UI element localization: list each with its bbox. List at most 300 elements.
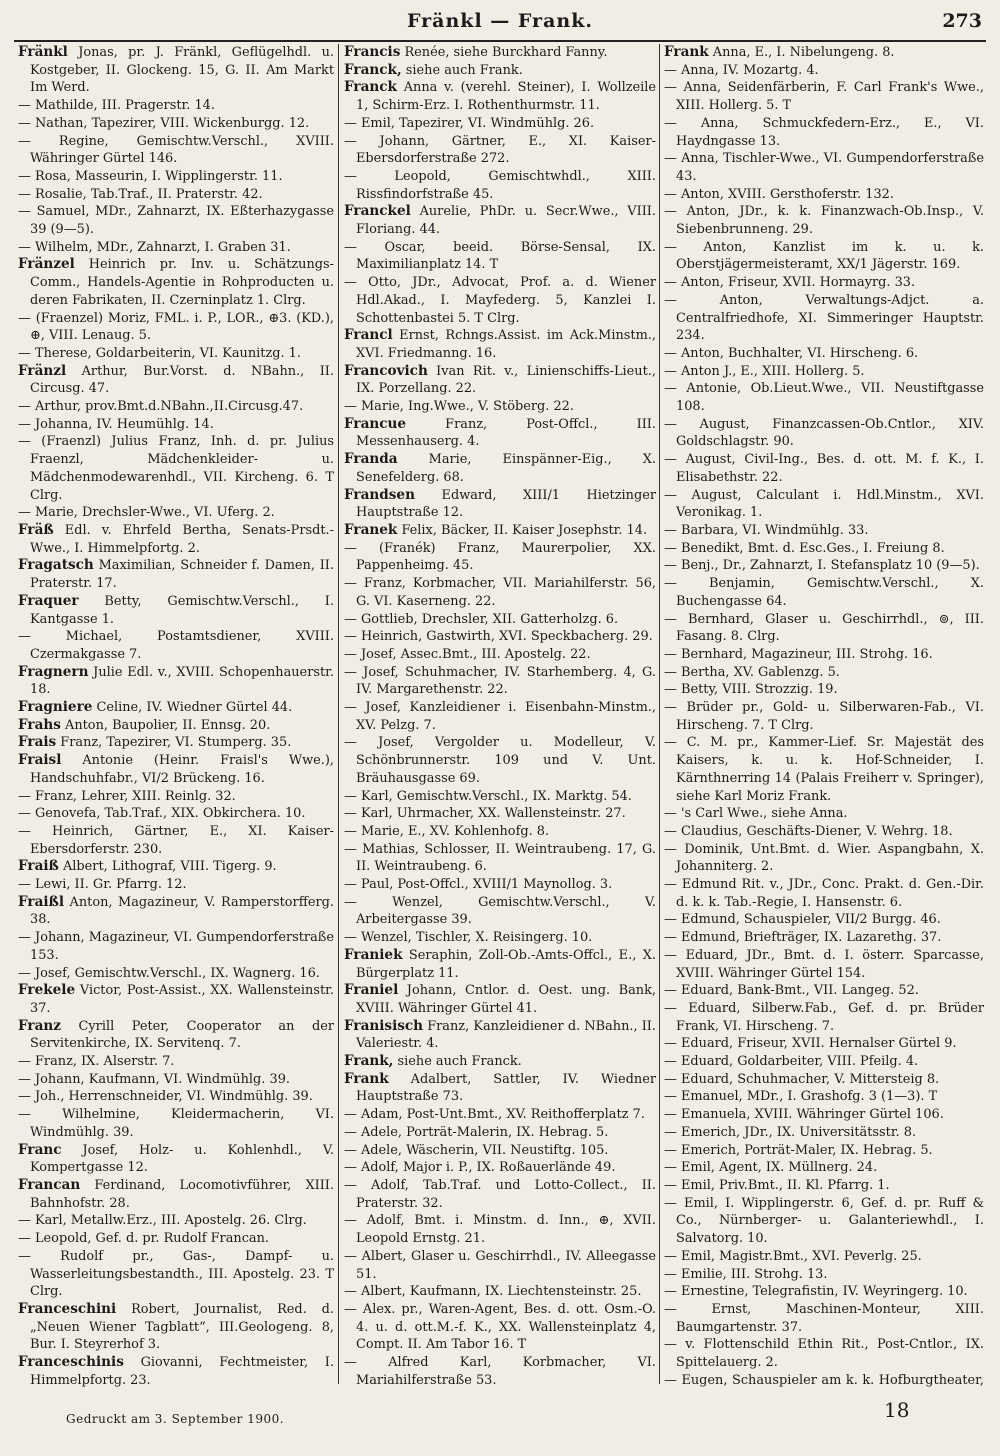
- directory-entry: [18, 557, 334, 592]
- entry-text: — Rosalie, Tab.Traf., II. Praterstr. 42.: [18, 186, 263, 202]
- directory-entry: [344, 540, 656, 575]
- entry-text: — Bernhard, Glaser u. Geschirrhdl., ⊚, III. Fasang. 8. Clrg.: [664, 611, 984, 645]
- entry-text: Adalbert, Sattler, IV. Wiedner Hauptstraße 73.: [356, 1071, 656, 1105]
- directory-entry: [664, 451, 984, 486]
- directory-entry: [664, 611, 984, 646]
- directory-entry: [18, 734, 334, 752]
- entry-text: — August, Finanzcassen-Ob.Cntlor., XIV. Goldschlagstr. 90.: [664, 416, 984, 450]
- entry-text: — Alex. pr., Waren-Agent, Bes. d. ott. Osm.-O. 4. u. d. ott.M.-f. K., XX. Wallensteinplatz 4, Compt. II. Am Tabor 16. T: [344, 1301, 656, 1353]
- surname: Franc: [18, 1141, 62, 1158]
- entry-text: — Leopold, Gemischtwhdl., XIII. Rissfindorfstraße 45.: [344, 168, 656, 202]
- directory-entry: [664, 664, 984, 682]
- entry-text: — Wilhelmine, Kleidermacherin, VI. Windmühlg. 39.: [18, 1107, 334, 1140]
- directory-entry: [344, 841, 656, 876]
- surname: Francue: [344, 415, 407, 432]
- directory-entry: [664, 1000, 984, 1035]
- directory-entry: [18, 97, 334, 115]
- entry-text: — Karl, Gemischtw.Verschl., IX. Marktg. 54.: [344, 788, 632, 804]
- entry-text: — Anna, Tischler-Wwe., VI. Gumpendorferstraße 43.: [664, 151, 984, 184]
- directory-entry: [344, 239, 656, 274]
- directory-entry: [18, 593, 334, 628]
- directory-entry: [344, 1354, 656, 1388]
- directory-entry: [18, 239, 334, 257]
- directory-entry: [664, 239, 984, 274]
- entry-text: — Bertha, XV. Gablenzg. 5.: [664, 664, 840, 680]
- directory-entry: [18, 1248, 334, 1301]
- directory-entry: [664, 115, 984, 150]
- entry-text: — Edmund Rit. v., JDr., Conc. Prakt. d. Gen.-Dir. d. k. k. Tab.-Regie, I. Hansenstr. 6.: [664, 877, 984, 910]
- surname: Frank: [664, 44, 709, 60]
- directory-entry: [344, 894, 656, 929]
- entry-text: Arthur, Bur.Vorst. d. NBahn., II. Circusg. 47.: [30, 363, 334, 397]
- directory-entry: [344, 628, 656, 646]
- directory-entry: [664, 841, 984, 876]
- surname: Francis: [344, 44, 401, 60]
- entry-text: — Heinrich, Gastwirth, XVI. Speckbacherg. 29.: [344, 629, 653, 645]
- entry-text: — Rudolf pr., Gas-, Dampf- u. Wasserleitungsbestandth., III. Apostelg. 23. T Clrg.: [18, 1248, 334, 1300]
- directory-entry: [344, 62, 656, 80]
- directory-entry: [18, 664, 334, 699]
- directory-entry: [18, 115, 334, 133]
- entry-text: — Bernhard, Magazineur, III. Strohg. 16.: [664, 646, 933, 662]
- entry-text: — Karl, Metallw.Erz., III. Apostelg. 26. Clrg.: [18, 1213, 307, 1229]
- entry-text: — v. Flottenschild Ethin Rit., Post-Cntlor., IX. Spittelauerg. 2.: [664, 1337, 984, 1371]
- surname: Fragnern: [18, 663, 89, 680]
- directory-entry: [344, 1071, 656, 1106]
- entry-text: — August, Calculant i. Hdl.Minstm., XVI. Veronikag. 1.: [664, 487, 984, 521]
- entry-text: — (Fraenzl) Julius Franz, Inh. d. pr. Julius Fraenzl, Mädchenkleider- u. Mädchenmodewarenhdl., VII. Kircheng. 6. T Clrg.: [18, 434, 334, 503]
- directory-entry: [344, 327, 656, 362]
- directory-entry: [344, 133, 656, 168]
- directory-entry: [344, 1142, 656, 1160]
- entry-text: — Franz, Korbmacher, VII. Mariahilferstr. 56, G. VI. Kaserneng. 22.: [344, 576, 656, 609]
- surname: Fraisl: [18, 752, 62, 769]
- directory-entry: [18, 133, 334, 168]
- directory-entry: [18, 345, 334, 363]
- directory-entry: [664, 982, 984, 1000]
- surname: Francovich: [344, 362, 428, 379]
- directory-entry: [664, 186, 984, 204]
- surname: Fräß: [18, 521, 54, 538]
- column-2: [344, 44, 656, 1388]
- entry-text: — Edmund, Schauspieler, VII/2 Burgg. 46.: [664, 912, 941, 928]
- entry-text: — Ernestine, Telegrafistin, IV. Weyringerg. 10.: [664, 1284, 968, 1300]
- directory-entry: [344, 79, 656, 114]
- entry-text: — Antonie, Ob.Lieut.Wwe., VII. Neustiftgasse 108.: [664, 381, 984, 415]
- entry-text: — Benedikt, Bmt. d. Esc.Ges., I. Freiung 8.: [664, 540, 945, 556]
- entry-text: — Therese, Goldarbeiterin, VI. Kaunitzg. 1.: [18, 345, 301, 361]
- entry-text: — Eugen, Schauspieler am k. k. Hofburgtheater,: [664, 1372, 984, 1388]
- column-divider: [338, 44, 339, 1384]
- directory-entry: [664, 1248, 984, 1266]
- directory-entry: [664, 1088, 984, 1106]
- surname: Fränzel: [18, 256, 75, 273]
- surname: Franckel: [344, 203, 411, 220]
- directory-entry: [344, 363, 656, 398]
- entry-text: — Benj., Dr., Zahnarzt, I. Stefansplatz 10 (9—5).: [664, 558, 980, 574]
- entry-text: — Josef, Gemischtw.Verschl., IX. Wagnerg. 16.: [18, 965, 320, 981]
- entry-text: Franz, Kanzleidiener d. NBahn., II. Valeriestr. 4.: [356, 1018, 656, 1052]
- entry-text: — Ernst, Maschinen-Monteur, XIII. Baumgartenstr. 37.: [664, 1301, 984, 1335]
- directory-entry: [18, 1301, 334, 1354]
- directory-entry: [18, 1018, 334, 1053]
- directory-entry: [18, 929, 334, 964]
- entry-text: Josef, Holz- u. Kohlenhdl., V. Kompertgasse 12.: [30, 1142, 334, 1176]
- directory-entry: [664, 416, 984, 451]
- entry-text: — Eduard, Friseur, XVII. Hernalser Gürtel 9.: [664, 1036, 957, 1052]
- entry-text: — Nathan, Tapezirer, VIII. Wickenburgg. 12.: [18, 115, 310, 131]
- surname: Fraißl: [18, 893, 65, 910]
- entry-text: — Karl, Uhrmacher, XX. Wallensteinstr. 27.: [344, 806, 626, 822]
- entry-text: Anna v. (verehl. Steiner), I. Wollzeile 1, Schirm-Erz. I. Rothenthurmstr. 11.: [356, 80, 656, 114]
- entry-text: Victor, Post-Assist., XX. Wallensteinstr. 37.: [30, 983, 334, 1016]
- directory-entry: [344, 451, 656, 486]
- entry-text: — Regine, Gemischtw.Verschl., XVIII. Währinger Gürtel 146.: [18, 133, 334, 167]
- entry-text: Julie Edl. v., XVIII. Schopenhauerstr. 18.: [30, 664, 334, 698]
- directory-entry: [664, 540, 984, 558]
- entry-text: Betty, Gemischtw.Verschl., I. Kantgasse 1.: [30, 593, 334, 627]
- entry-text: — Leopold, Gef. d. pr. Rudolf Francan.: [18, 1231, 270, 1247]
- entry-text: — (Franék) Franz, Maurerpolier, XX. Pappenheimg. 45.: [344, 540, 656, 574]
- directory-entry: [664, 1266, 984, 1284]
- entry-text: — Emil, Magistr.Bmt., XVI. Peverlg. 25.: [664, 1248, 922, 1264]
- directory-entry: [18, 788, 334, 806]
- entry-text: — Marie, Ing.Wwe., V. Stöberg. 22.: [344, 399, 574, 415]
- entry-text: — Albert, Kaufmann, IX. Liechtensteinstr. 25.: [344, 1284, 642, 1300]
- print-date: Gedruckt am 3. September 1900.: [66, 1412, 285, 1426]
- entry-text: Anton, Magazineur, V. Ramperstorfferg. 38.: [30, 894, 334, 928]
- surname: Franceschinis: [18, 1354, 124, 1371]
- entry-text: — Dominik, Unt.Bmt. d. Wier. Aspangbahn, X. Johanniterg. 2.: [664, 841, 984, 875]
- entry-text: Ernst, Rchngs.Assist. im Ack.Minstm., XVI. Friedmanng. 16.: [356, 328, 656, 361]
- surname: Fragatsch: [18, 557, 94, 574]
- entry-text: — Josef, Kanzleidiener i. Eisenbahn-Minstm., XV. Pelzg. 7.: [344, 700, 656, 733]
- entry-text: — Adolf, Tab.Traf. und Lotto-Collect., II. Praterstr. 32.: [344, 1178, 656, 1211]
- entry-text: Aurelie, PhDr. u. Secr.Wwe., VIII. Floriang. 44.: [356, 204, 656, 238]
- entry-text: — Otto, JDr., Advocat, Prof. a. d. Wiener Hdl.Akad., I. Mayfederg. 5, Kanzlei I. Schottenbastei 5. T Clrg.: [344, 275, 656, 326]
- entry-text: Giovanni, Fechtmeister, I. Himmelpfortg. 23.: [30, 1355, 334, 1388]
- directory-entry: [664, 363, 984, 381]
- entry-text: — Genovefa, Tab.Traf., XIX. Obkirchera. 10.: [18, 806, 306, 822]
- directory-entry: [18, 1230, 334, 1248]
- entry-text: Seraphin, Zoll-Ob.-Amts-Offcl., E., X. Bürgerplatz 11.: [356, 947, 656, 981]
- directory-entry: [664, 1035, 984, 1053]
- page-header: [0, 6, 1000, 40]
- directory-entry: [664, 150, 984, 185]
- directory-entry: [18, 416, 334, 434]
- entry-text: — Edmund, Briefträger, IX. Lazarethg. 37.: [664, 930, 942, 946]
- entry-text: Anna, E., I. Nibelungeng. 8.: [708, 45, 895, 60]
- entry-text: — Michael, Postamtsdiener, XVIII. Czermakgasse 7.: [18, 629, 334, 662]
- surname: Fränzl: [18, 362, 67, 379]
- entry-text: — Brüder pr., Gold- u. Silberwaren-Fab., VI. Hirscheng. 7. T Clrg.: [664, 700, 984, 733]
- directory-entry: [664, 345, 984, 363]
- entry-text: — Wenzel, Gemischtw.Verschl., V. Arbeitergasse 39.: [344, 894, 656, 928]
- directory-entry: [664, 274, 984, 292]
- sheet-number: 18: [884, 1398, 910, 1422]
- directory-entry: [664, 1159, 984, 1177]
- entry-text: — Anton, Buchhalter, VI. Hirscheng. 6.: [664, 345, 919, 361]
- entry-text: Antonie (Heinr. Fraisl's Wwe.), Handschuhfabr., VI/2 Brückeng. 16.: [30, 753, 334, 786]
- column-divider: [659, 44, 660, 1384]
- entry-text: — Anton J., E., XIII. Hollerg. 5.: [664, 363, 865, 379]
- directory-entry: [344, 522, 656, 540]
- entry-text: Heinrich pr. Inv. u. Schätzungs-Comm., Handels-Agentie in Rohproducten u. deren Fabrikaten, II. Czerninplatz 1. Clrg.: [30, 257, 334, 308]
- entry-text: — Eduard, Bank-Bmt., VII. Langeg. 52.: [664, 983, 919, 999]
- directory-entry: [18, 433, 334, 504]
- entry-text: — Emil, Tapezirer, VI. Windmühlg. 26.: [344, 115, 595, 131]
- directory-entry: [344, 823, 656, 841]
- entry-text: — Benjamin, Gemischtw.Verschl., X. Buchengasse 64.: [664, 576, 984, 609]
- entry-text: — Wilhelm, MDr., Zahnarzt, I. Graben 31.: [18, 239, 291, 255]
- directory-entry: [18, 398, 334, 416]
- directory-entry: [18, 256, 334, 309]
- entry-text: siehe auch Frank.: [401, 62, 523, 78]
- directory-entry: [664, 1301, 984, 1336]
- surname: Franceschini: [18, 1300, 117, 1317]
- directory-entry: [18, 628, 334, 663]
- directory-entry: [18, 699, 334, 717]
- directory-entry: [344, 664, 656, 699]
- surname: Franda: [344, 451, 398, 468]
- header-rule: [14, 40, 986, 42]
- directory-entry: [18, 1106, 334, 1141]
- entry-text: — Anton, Verwaltungs-Adjct. a. Centralfriedhofe, XI. Simmeringer Hauptstr. 234.: [664, 292, 984, 344]
- directory-entry: [344, 1177, 656, 1212]
- surname: Frank: [344, 1070, 389, 1087]
- entry-text: — Johann, Magazineur, VI. Gumpendorferstraße 153.: [18, 930, 334, 963]
- entry-text: Maximilian, Schneider f. Damen, II. Praterstr. 17.: [30, 558, 334, 592]
- directory-entry: [344, 168, 656, 203]
- entry-text: — Anton, Kanzlist im k. u. k. Oberstjägermeisteramt, XX/1 Jägerstr. 169.: [664, 239, 984, 273]
- entry-text: — Anna, Schmuckfedern-Erz., E., VI. Haydngasse 13.: [664, 115, 984, 149]
- directory-entry: [344, 947, 656, 982]
- directory-entry: [664, 734, 984, 805]
- surname: Franek: [344, 521, 398, 538]
- directory-entry: [18, 717, 334, 735]
- entry-text: — Adam, Post-Unt.Bmt., XV. Reithofferplatz 7.: [344, 1107, 645, 1123]
- surname: Frahs: [18, 716, 61, 733]
- directory-entry: [344, 1124, 656, 1142]
- directory-entry: [664, 1124, 984, 1142]
- directory-entry: [18, 1071, 334, 1089]
- directory-entry: [664, 1283, 984, 1301]
- directory-entry: [664, 876, 984, 911]
- directory-entry: [664, 380, 984, 415]
- entry-text: siehe auch Franck.: [393, 1054, 522, 1070]
- entry-text: — Emilie, III. Strohg. 13.: [664, 1266, 828, 1282]
- entry-text: Edl. v. Ehrfeld Bertha, Senats-Prsdt.-Wwe., I. Himmelpfortg. 2.: [30, 522, 334, 556]
- directory-entry: [18, 522, 334, 557]
- surname: Fraquer: [18, 592, 79, 609]
- surname: Franisisch: [344, 1017, 424, 1034]
- directory-entry: [344, 1053, 656, 1071]
- entry-text: — C. M. pr., Kammer-Lief. Sr. Majestät des Kaisers, k. u. k. Hof-Schneider, I. Kärnthnerring 14 (Palais Freiherr v. Springer), siehe Karl Moriz Frank.: [664, 735, 984, 804]
- directory-entry: [18, 752, 334, 787]
- directory-entry: [664, 522, 984, 540]
- directory-entry: [344, 929, 656, 947]
- directory-entry: [18, 504, 334, 522]
- directory-entry: [344, 203, 656, 238]
- surname: Franz: [18, 1017, 61, 1034]
- entry-text: Marie, Einspänner-Eig., X. Senefelderg. 68.: [356, 452, 656, 485]
- surname: Frank,: [344, 1053, 394, 1070]
- directory-entry: [18, 44, 334, 97]
- column-1: [18, 44, 334, 1388]
- surname: Fragniere: [18, 699, 93, 716]
- directory-entry: [18, 203, 334, 238]
- directory-entry: [664, 929, 984, 947]
- directory-entry: [344, 44, 656, 62]
- directory-entry: [664, 1372, 984, 1388]
- surname: Franiel: [344, 982, 399, 999]
- directory-entry: [664, 947, 984, 982]
- entry-text: — Samuel, MDr., Zahnarzt, IX. Eßterhazygasse 39 (9—5).: [18, 204, 334, 238]
- entry-text: — Emil, Agent, IX. Müllnerg. 24.: [664, 1160, 878, 1176]
- directory-entry: [344, 274, 656, 327]
- surname: Francan: [18, 1177, 81, 1193]
- entry-text: — Josef, Vergolder u. Modelleur, V. Schönbrunnerstr. 109 und V. Unt. Bräuhausgasse 69.: [344, 735, 656, 786]
- entry-text: — Barbara, VI. Windmühlg. 33.: [664, 522, 869, 538]
- entry-text: — Josef, Schuhmacher, IV. Starhemberg. 4, G. IV. Margarethenstr. 22.: [344, 664, 656, 698]
- entry-text: — Paul, Post-Offcl., XVIII/1 Maynollog. 3.: [344, 877, 613, 893]
- directory-entry: [664, 62, 984, 80]
- entry-text: — Heinrich, Gärtner, E., XI. Kaiser-Ebersdorferstr. 230.: [18, 823, 334, 857]
- entry-text: — (Fraenzel) Moriz, FML. i. P., LOR., ⊕3. (KD.), ⊕, VIII. Lenaug. 5.: [18, 310, 334, 344]
- entry-text: — Alfred Karl, Korbmacher, VI. Mariahilferstraße 53.: [344, 1355, 656, 1388]
- directory-entry: [18, 1142, 334, 1177]
- directory-entry: [664, 911, 984, 929]
- directory-entry: [18, 168, 334, 186]
- entry-text: — Franz, IX. Alserstr. 7.: [18, 1054, 175, 1070]
- entry-text: — Wenzel, Tischler, X. Reisingerg. 10.: [344, 930, 593, 946]
- directory-entry: [664, 805, 984, 823]
- entry-text: — Emerich, Porträt-Maler, IX. Hebrag. 5.: [664, 1142, 933, 1158]
- directory-entry: [18, 894, 334, 929]
- entry-text: — Albert, Glaser u. Geschirrhdl., IV. Alleegasse 51.: [344, 1248, 656, 1282]
- entry-text: — Adolf, Major i. P., IX. Roßauerlände 49.: [344, 1160, 616, 1176]
- directory-entry: [664, 699, 984, 734]
- entry-text: Jonas, pr. J. Fränkl, Geflügelhdl. u. Kostgeber, II. Glockeng. 15, G. II. Am Markt Im Werd.: [30, 45, 334, 96]
- entry-text: Renée, siehe Burckhard Fanny.: [400, 45, 608, 60]
- directory-entry: [344, 1106, 656, 1124]
- entry-text: Robert, Journalist, Red. d. „Neuen Wiener Tagblatt“, III.Geologeng. 8, Bur. I. Steyrerhof 3.: [30, 1301, 334, 1353]
- directory-entry: [664, 79, 984, 114]
- entry-text: — August, Civil-Ing., Bes. d. ott. M. f. K., I. Elisabethstr. 22.: [664, 452, 984, 485]
- entry-text: — Gottlieb, Drechsler, XII. Gatterholzg. 6.: [344, 611, 619, 627]
- directory-entry: [18, 1177, 334, 1212]
- directory-entry: [344, 1159, 656, 1177]
- directory-entry: [664, 292, 984, 345]
- directory-entry: [664, 823, 984, 841]
- directory-entry: [664, 1177, 984, 1195]
- entry-text: — 's Carl Wwe., siehe Anna.: [664, 806, 848, 822]
- entry-text: — Betty, VIII. Strozzig. 19.: [664, 682, 838, 698]
- entry-text: — Emil, Priv.Bmt., II. Kl. Pfarrg. 1.: [664, 1178, 890, 1193]
- surname: Franck,: [344, 61, 402, 78]
- directory-entry: [18, 982, 334, 1017]
- entry-text: — Mathilde, III. Pragerstr. 14.: [18, 98, 215, 114]
- surname: Frais: [18, 734, 57, 751]
- directory-entry: [344, 1301, 656, 1354]
- directory-entry: [664, 487, 984, 522]
- page-number: 273: [942, 10, 982, 32]
- entry-text: — Lewi, II. Gr. Pfarrg. 12.: [18, 877, 187, 893]
- directory-entry: [344, 876, 656, 894]
- directory-entry: [344, 398, 656, 416]
- surname: Frekele: [18, 982, 76, 999]
- directory-entry: [664, 646, 984, 664]
- entry-text: Edward, XIII/1 Hietzinger Hauptstraße 12.: [356, 487, 656, 521]
- directory-entry: [344, 734, 656, 787]
- entry-text: — Emanuela, XVIII. Währinger Gürtel 106.: [664, 1107, 944, 1123]
- directory-entry: [344, 1018, 656, 1053]
- entry-text: Felix, Bäcker, II. Kaiser Josephstr. 14.: [397, 522, 648, 538]
- entry-text: — Joh., Herrenschneider, VI. Windmühlg. 39.: [18, 1089, 313, 1105]
- directory-entry: [18, 1354, 334, 1388]
- entry-text: — Josef, Assec.Bmt., III. Apostelg. 22.: [344, 646, 591, 662]
- surname: Fraiß: [18, 858, 59, 875]
- entry-text: Albert, Lithograf, VIII. Tigerg. 9.: [58, 859, 277, 875]
- directory-entry: [344, 1212, 656, 1247]
- entry-text: Cyrill Peter, Cooperator an der Servitenkirche, IX. Servitenq. 7.: [30, 1018, 334, 1052]
- entry-text: Johann, Cntlor. d. Oest. ung. Bank, XVIII. Währinger Gürtel 41.: [356, 983, 656, 1016]
- directory-entry: [18, 186, 334, 204]
- directory-entry: [344, 788, 656, 806]
- surname: Franck: [344, 79, 397, 96]
- directory-entry: [664, 557, 984, 575]
- entry-text: — Johann, Gärtner, E., XI. Kaiser-Ebersdorferstraße 272.: [344, 133, 656, 167]
- directory-entry: [344, 1283, 656, 1301]
- entry-text: Anton, Baupolier, II. Ennsg. 20.: [60, 717, 271, 733]
- directory-entry: [344, 982, 656, 1017]
- entry-text: — Adele, Porträt-Malerin, IX. Hebrag. 5.: [344, 1124, 609, 1140]
- directory-entry: [664, 1053, 984, 1071]
- entry-text: — Anna, IV. Mozartg. 4.: [664, 62, 819, 78]
- directory-entry: [664, 1142, 984, 1160]
- surname: Fränkl: [18, 44, 68, 60]
- directory-entry: [18, 823, 334, 858]
- directory-entry: [344, 487, 656, 522]
- entry-text: — Mathias, Schlosser, II. Weintraubeng. 17, G. II. Weintraubeng. 6.: [344, 841, 656, 875]
- entry-text: — Johanna, IV. Heumühlg. 14.: [18, 416, 214, 432]
- directory-entry: [18, 805, 334, 823]
- entry-text: Ferdinand, Locomotivführer, XIII. Bahnhofstr. 28.: [30, 1178, 334, 1211]
- directory-entry: [664, 575, 984, 610]
- entry-text: — Claudius, Geschäfts-Diener, V. Wehrg. 18.: [664, 823, 953, 839]
- directory-entry: [344, 1248, 656, 1283]
- entry-text: — Eduard, Goldarbeiter, VIII. Pfeilg. 4.: [664, 1054, 919, 1070]
- surname: Franiek: [344, 946, 403, 963]
- directory-entry: [664, 681, 984, 699]
- directory-entry: [18, 363, 334, 398]
- entry-text: Franz, Post-Offcl., III. Messenhauserg. 4.: [356, 416, 656, 450]
- directory-entry: [18, 965, 334, 983]
- entry-text: — Eduard, JDr., Bmt. d. I. österr. Sparcasse, XVIII. Währinger Gürtel 154.: [664, 947, 984, 981]
- entry-text: — Anton, Friseur, XVII. Hormayrg. 33.: [664, 275, 916, 291]
- entry-text: — Emil, I. Wipplingerstr. 6, Gef. d. pr. Ruff & Co., Nürnberger- u. Galanteriewhdl., I. Salvatorg. 10.: [664, 1195, 984, 1247]
- directory-entry: [664, 1195, 984, 1248]
- directory-entry: [344, 611, 656, 629]
- directory-entry: [18, 858, 334, 876]
- directory-entry: [664, 1336, 984, 1371]
- entry-text: — Arthur, prov.Bmt.d.NBahn.,II.Circusg.47.: [18, 399, 304, 415]
- directory-entry: [18, 1088, 334, 1106]
- directory-entry: [18, 310, 334, 345]
- directory-entry: [344, 805, 656, 823]
- directory-entry: [18, 876, 334, 894]
- surname: Francl: [344, 327, 393, 344]
